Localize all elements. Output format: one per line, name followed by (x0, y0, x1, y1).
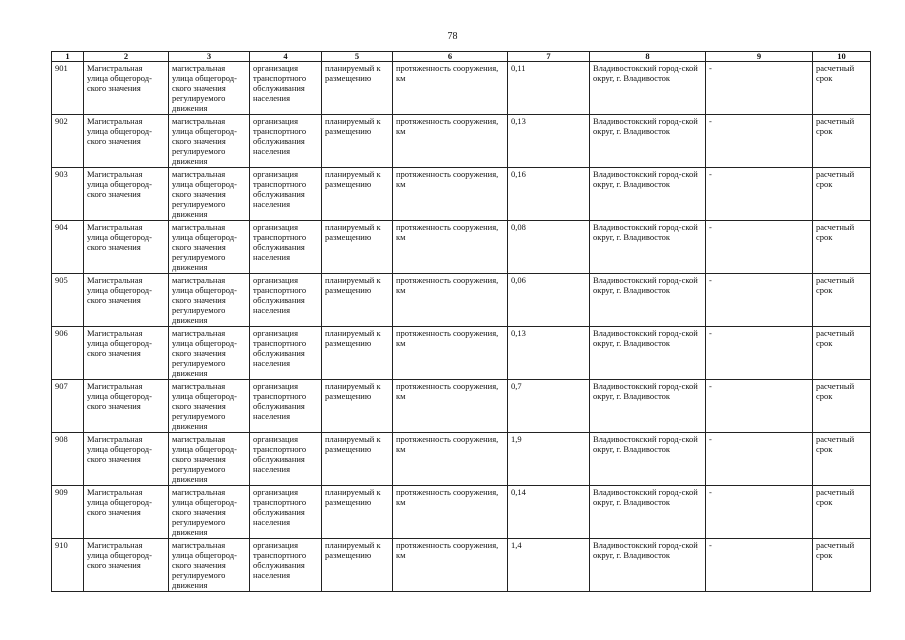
cell-term: расчетный срок (813, 380, 871, 433)
cell-status: планируемый к размещению (322, 486, 393, 539)
table-row (52, 274, 871, 327)
column-header: 3 (169, 52, 250, 62)
cell-zone: - (706, 168, 813, 221)
cell-parameter: протяженность сооружения, км (393, 62, 508, 115)
cell-status: планируемый к размещению (322, 380, 393, 433)
cell-object-type: магистральная улица общегород-ского значения регулируемого движения (169, 115, 250, 168)
cell-term: расчетный срок (813, 433, 871, 486)
cell-number: 901 (52, 62, 84, 115)
table-row (52, 221, 871, 274)
cell-object-type: магистральная улица общегород-ского значения регулируемого движения (169, 539, 250, 592)
cell-location: Владивостокский город-ской округ, г. Владивосток (590, 486, 706, 539)
cell-object-name: Магистральная улица общегород-ского значения (84, 168, 169, 221)
cell-status: планируемый к размещению (322, 62, 393, 115)
cell-number: 902 (52, 115, 84, 168)
cell-status: планируемый к размещению (322, 327, 393, 380)
cell-purpose: организация транспортного обслуживания населения (250, 168, 322, 221)
objects-table (51, 51, 871, 592)
cell-zone: - (706, 380, 813, 433)
table-row (52, 168, 871, 221)
cell-zone: - (706, 115, 813, 168)
cell-location: Владивостокский город-ской округ, г. Владивосток (590, 168, 706, 221)
cell-purpose: организация транспортного обслуживания населения (250, 380, 322, 433)
cell-object-name: Магистральная улица общегород-ского значения (84, 486, 169, 539)
cell-term: расчетный срок (813, 486, 871, 539)
cell-location: Владивостокский город-ской округ, г. Владивосток (590, 380, 706, 433)
column-header: 8 (590, 52, 706, 62)
table-row (52, 62, 871, 115)
cell-location: Владивостокский город-ской округ, г. Владивосток (590, 539, 706, 592)
cell-object-type: магистральная улица общегород-ского значения регулируемого движения (169, 433, 250, 486)
header-row (52, 52, 871, 62)
cell-term: расчетный срок (813, 274, 871, 327)
table-row (52, 380, 871, 433)
column-header: 7 (508, 52, 590, 62)
cell-parameter: протяженность сооружения, км (393, 433, 508, 486)
cell-location: Владивостокский город-ской округ, г. Владивосток (590, 62, 706, 115)
cell-value: 0,06 (508, 274, 590, 327)
table-row (52, 115, 871, 168)
column-header: 6 (393, 52, 508, 62)
cell-number: 904 (52, 221, 84, 274)
cell-value: 0,11 (508, 62, 590, 115)
cell-object-type: магистральная улица общегород-ского значения регулируемого движения (169, 62, 250, 115)
column-header: 10 (813, 52, 871, 62)
cell-purpose: организация транспортного обслуживания населения (250, 327, 322, 380)
cell-object-name: Магистральная улица общегород-ского значения (84, 380, 169, 433)
cell-value: 0,16 (508, 168, 590, 221)
cell-object-name: Магистральная улица общегород-ского значения (84, 62, 169, 115)
cell-term: расчетный срок (813, 539, 871, 592)
cell-location: Владивостокский город-ской округ, г. Владивосток (590, 115, 706, 168)
cell-status: планируемый к размещению (322, 168, 393, 221)
cell-purpose: организация транспортного обслуживания населения (250, 221, 322, 274)
cell-purpose: организация транспортного обслуживания населения (250, 486, 322, 539)
cell-object-type: магистральная улица общегород-ского значения регулируемого движения (169, 327, 250, 380)
cell-zone: - (706, 433, 813, 486)
cell-parameter: протяженность сооружения, км (393, 168, 508, 221)
cell-term: расчетный срок (813, 115, 871, 168)
cell-object-name: Магистральная улица общегород-ского значения (84, 433, 169, 486)
cell-term: расчетный срок (813, 62, 871, 115)
column-header: 1 (52, 52, 84, 62)
cell-number: 903 (52, 168, 84, 221)
cell-object-name: Магистральная улица общегород-ского значения (84, 274, 169, 327)
cell-number: 907 (52, 380, 84, 433)
cell-location: Владивостокский город-ской округ, г. Владивосток (590, 221, 706, 274)
cell-object-type: магистральная улица общегород-ского значения регулируемого движения (169, 221, 250, 274)
cell-number: 908 (52, 433, 84, 486)
cell-status: планируемый к размещению (322, 433, 393, 486)
page-number: 78 (447, 31, 458, 42)
cell-object-type: магистральная улица общегород-ского значения регулируемого движения (169, 380, 250, 433)
table-row (52, 486, 871, 539)
cell-purpose: организация транспортного обслуживания населения (250, 115, 322, 168)
cell-value: 1,9 (508, 433, 590, 486)
cell-zone: - (706, 486, 813, 539)
table-row (52, 433, 871, 486)
cell-value: 0,7 (508, 380, 590, 433)
cell-purpose: организация транспортного обслуживания населения (250, 539, 322, 592)
cell-value: 0,08 (508, 221, 590, 274)
cell-object-name: Магистральная улица общегород-ского значения (84, 221, 169, 274)
cell-parameter: протяженность сооружения, км (393, 380, 508, 433)
cell-number: 910 (52, 539, 84, 592)
column-header: 2 (84, 52, 169, 62)
cell-location: Владивостокский город-ской округ, г. Владивосток (590, 327, 706, 380)
cell-value: 1,4 (508, 539, 590, 592)
cell-status: планируемый к размещению (322, 221, 393, 274)
cell-zone: - (706, 221, 813, 274)
cell-number: 909 (52, 486, 84, 539)
cell-value: 0,14 (508, 486, 590, 539)
column-header: 5 (322, 52, 393, 62)
cell-object-name: Магистральная улица общегород-ского значения (84, 539, 169, 592)
cell-value: 0,13 (508, 327, 590, 380)
table-row (52, 539, 871, 592)
cell-location: Владивостокский город-ской округ, г. Владивосток (590, 433, 706, 486)
cell-object-type: магистральная улица общегород-ского значения регулируемого движения (169, 486, 250, 539)
cell-object-name: Магистральная улица общегород-ского значения (84, 327, 169, 380)
cell-zone: - (706, 539, 813, 592)
cell-parameter: протяженность сооружения, км (393, 486, 508, 539)
cell-value: 0,13 (508, 115, 590, 168)
cell-purpose: организация транспортного обслуживания населения (250, 62, 322, 115)
cell-number: 906 (52, 327, 84, 380)
column-header: 9 (706, 52, 813, 62)
cell-status: планируемый к размещению (322, 274, 393, 327)
cell-term: расчетный срок (813, 168, 871, 221)
cell-parameter: протяженность сооружения, км (393, 115, 508, 168)
cell-object-name: Магистральная улица общегород-ского значения (84, 115, 169, 168)
cell-status: планируемый к размещению (322, 115, 393, 168)
cell-term: расчетный срок (813, 327, 871, 380)
cell-purpose: организация транспортного обслуживания населения (250, 433, 322, 486)
cell-object-type: магистральная улица общегород-ского значения регулируемого движения (169, 274, 250, 327)
cell-purpose: организация транспортного обслуживания населения (250, 274, 322, 327)
cell-zone: - (706, 327, 813, 380)
column-header: 4 (250, 52, 322, 62)
cell-parameter: протяженность сооружения, км (393, 274, 508, 327)
table-row (52, 327, 871, 380)
cell-number: 905 (52, 274, 84, 327)
cell-location: Владивостокский город-ской округ, г. Владивосток (590, 274, 706, 327)
cell-parameter: протяженность сооружения, км (393, 327, 508, 380)
cell-parameter: протяженность сооружения, км (393, 539, 508, 592)
cell-zone: - (706, 62, 813, 115)
cell-parameter: протяженность сооружения, км (393, 221, 508, 274)
cell-status: планируемый к размещению (322, 539, 393, 592)
cell-object-type: магистральная улица общегород-ского значения регулируемого движения (169, 168, 250, 221)
cell-zone: - (706, 274, 813, 327)
cell-term: расчетный срок (813, 221, 871, 274)
